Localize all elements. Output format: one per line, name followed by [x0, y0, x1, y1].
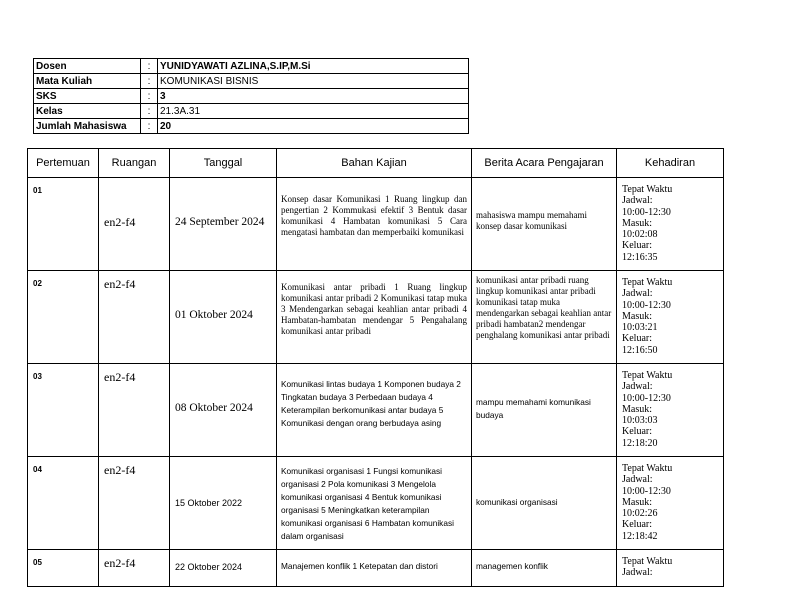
table-row [28, 364, 724, 457]
header-berita-acara: Berita Acara Pengajaran [472, 149, 617, 178]
matkul-label: Mata Kuliah [34, 74, 141, 89]
bahan-kajian-text: Konsep dasar Komunikasi 1 Ruang lingkup dan pengertian 2 Kommukasi efektif 3 Bentuk dasar komunikasi 4 Hambatan komunikasi 5 Cara mengatasi hambatan dan memperbaiki komunikasi [281, 194, 467, 237]
kehadiran-info [622, 463, 672, 542]
kehadiran-line: 12:18:20 [622, 437, 658, 449]
bahan-kajian-text: Komunikasi lintas budaya 1 Komponen budaya 2 Tingkatan budaya 3 Perbedaan budaya 4 Keterampilan berkomunikasi antar budaya 5 Komunikasi dengan orang berbudaya asing [281, 379, 461, 428]
kehadiran-info [622, 184, 672, 263]
teaching-log-table [27, 148, 724, 587]
kehadiran-line: Masuk: [622, 496, 652, 508]
kehadiran-line: Jadwal: [622, 195, 653, 207]
kehadiran-line: 10:02:08 [622, 229, 658, 241]
berita-acara-text: komunikasi antar pribadi ruang lingkup komunikasi antar pribadi komunikasi tatap muka mendengarkan sebagai keahlian antar pribadi hambatan2 mendengar penghalang komunikasi antar pribadi [476, 275, 612, 340]
kehadiran-line: 12:16:50 [622, 344, 658, 356]
kelas-label: Kelas [34, 104, 141, 119]
colon: : [141, 89, 158, 104]
table-row [28, 550, 724, 587]
pertemuan-number: 05 [33, 558, 42, 567]
kehadiran-line: 12:16:35 [622, 251, 658, 263]
header-tanggal: Tanggal [170, 149, 277, 178]
table-row [28, 178, 724, 271]
course-info-table [33, 58, 469, 134]
kelas-value: 21.3A.31 [158, 104, 469, 119]
table-header-row [28, 149, 724, 178]
berita-acara-text: managemen konflik [476, 561, 548, 571]
colon: : [141, 74, 158, 89]
kehadiran-line: 10:00-12:30 [622, 299, 671, 311]
berita-acara-text: mahasiswa mampu memahami konsep dasar komunikasi [476, 210, 587, 231]
kehadiran-line: Keluar: [622, 519, 652, 531]
matkul-value: KOMUNIKASI BISNIS [158, 74, 469, 89]
pertemuan-number: 03 [33, 372, 42, 381]
kehadiran-line: 10:03:03 [622, 415, 658, 427]
kehadiran-line: Jadwal: [622, 381, 653, 393]
kehadiran-line: Masuk: [622, 217, 652, 229]
kehadiran-line: 10:02:26 [622, 508, 658, 520]
tanggal-value: 15 Oktober 2022 [175, 498, 243, 508]
kehadiran-line: 10:03:21 [622, 322, 658, 334]
tanggal-value: 24 September 2024 [175, 216, 265, 228]
info-row-sks [34, 89, 469, 104]
kehadiran-line: Jadwal: [622, 288, 653, 300]
header-ruangan: Ruangan [99, 149, 170, 178]
sks-value: 3 [158, 89, 469, 104]
info-row-matkul [34, 74, 469, 89]
ruangan-value: en2-f4 [104, 215, 136, 229]
colon: : [141, 104, 158, 119]
dosen-value: YUNIDYAWATI AZLINA,S.IP,M.Si [158, 59, 469, 74]
kehadiran-line: 10:00-12:30 [622, 392, 671, 404]
ruangan-value: en2-f4 [104, 277, 136, 291]
ruangan-value: en2-f4 [104, 463, 136, 477]
kehadiran-line: Keluar: [622, 426, 652, 438]
pertemuan-number: 04 [33, 465, 42, 474]
colon: : [141, 59, 158, 74]
info-row-dosen [34, 59, 469, 74]
sks-label: SKS [34, 89, 141, 104]
colon: : [141, 119, 158, 134]
kehadiran-line: 12:18:42 [622, 530, 658, 542]
tanggal-value: 01 Oktober 2024 [175, 309, 253, 321]
kehadiran-info [622, 277, 672, 356]
kehadiran-status: Tepat Waktu [622, 277, 673, 288]
tanggal-value: 08 Oktober 2024 [175, 402, 253, 414]
kehadiran-info [622, 556, 672, 579]
kehadiran-line: Jadwal: [622, 474, 653, 486]
kehadiran-status: Tepat Waktu [622, 463, 673, 474]
kehadiran-info [622, 370, 672, 449]
kehadiran-line: Masuk: [622, 403, 652, 415]
ruangan-value: en2-f4 [104, 556, 136, 570]
kehadiran-line: Keluar: [622, 333, 652, 345]
kehadiran-line: 10:00-12:30 [622, 206, 671, 218]
bahan-kajian-text: Komunikasi organisasi 1 Fungsi komunikasi organisasi 2 Pola komunikasi 3 Mengelola komunikasi organisasi 4 Bentuk komunikasi organisasi 5 Meningkatkan keterampilan komunikasi organisasi 6 Hambatan komunikasi dalam organisasi [281, 466, 454, 541]
jumlah-label: Jumlah Mahasiswa [34, 119, 141, 134]
berita-acara-text: komunikasi organisasi [476, 497, 558, 507]
info-row-jumlah [34, 119, 469, 134]
info-row-kelas [34, 104, 469, 119]
berita-acara-text: mampu memahami komunikasi budaya [476, 397, 591, 420]
bahan-kajian-text: Komunikasi antar pribadi 1 Ruang lingkup komunikasi antar pribadi 2 Komunikasi tatap muka 3 Mendengarkan sebagai keahlian antar pribadi 4 Hambatan-hambatan mendengar 5 Pengahalang komunikasi antar pribadi [281, 282, 467, 336]
bahan-kajian-text: Manajemen konflik 1 Ketepatan dan distori [281, 561, 438, 571]
kehadiran-line: 10:00-12:30 [622, 485, 671, 497]
ruangan-value: en2-f4 [104, 370, 136, 384]
kehadiran-line: Masuk: [622, 310, 652, 322]
tanggal-value: 22 Oktober 2024 [175, 562, 243, 572]
kehadiran-status: Tepat Waktu [622, 184, 673, 195]
header-kehadiran: Kehadiran [617, 149, 724, 178]
kehadiran-line: Jadwal: [622, 567, 653, 579]
table-row [28, 457, 724, 550]
table-row [28, 271, 724, 364]
jumlah-value: 20 [158, 119, 469, 134]
pertemuan-number: 01 [33, 186, 42, 195]
kehadiran-status: Tepat Waktu [622, 556, 673, 567]
kehadiran-status: Tepat Waktu [622, 370, 673, 381]
kehadiran-line: Keluar: [622, 240, 652, 252]
header-pertemuan: Pertemuan [28, 149, 99, 178]
header-bahan-kajian: Bahan Kajian [277, 149, 472, 178]
dosen-label: Dosen [34, 59, 141, 74]
pertemuan-number: 02 [33, 279, 42, 288]
